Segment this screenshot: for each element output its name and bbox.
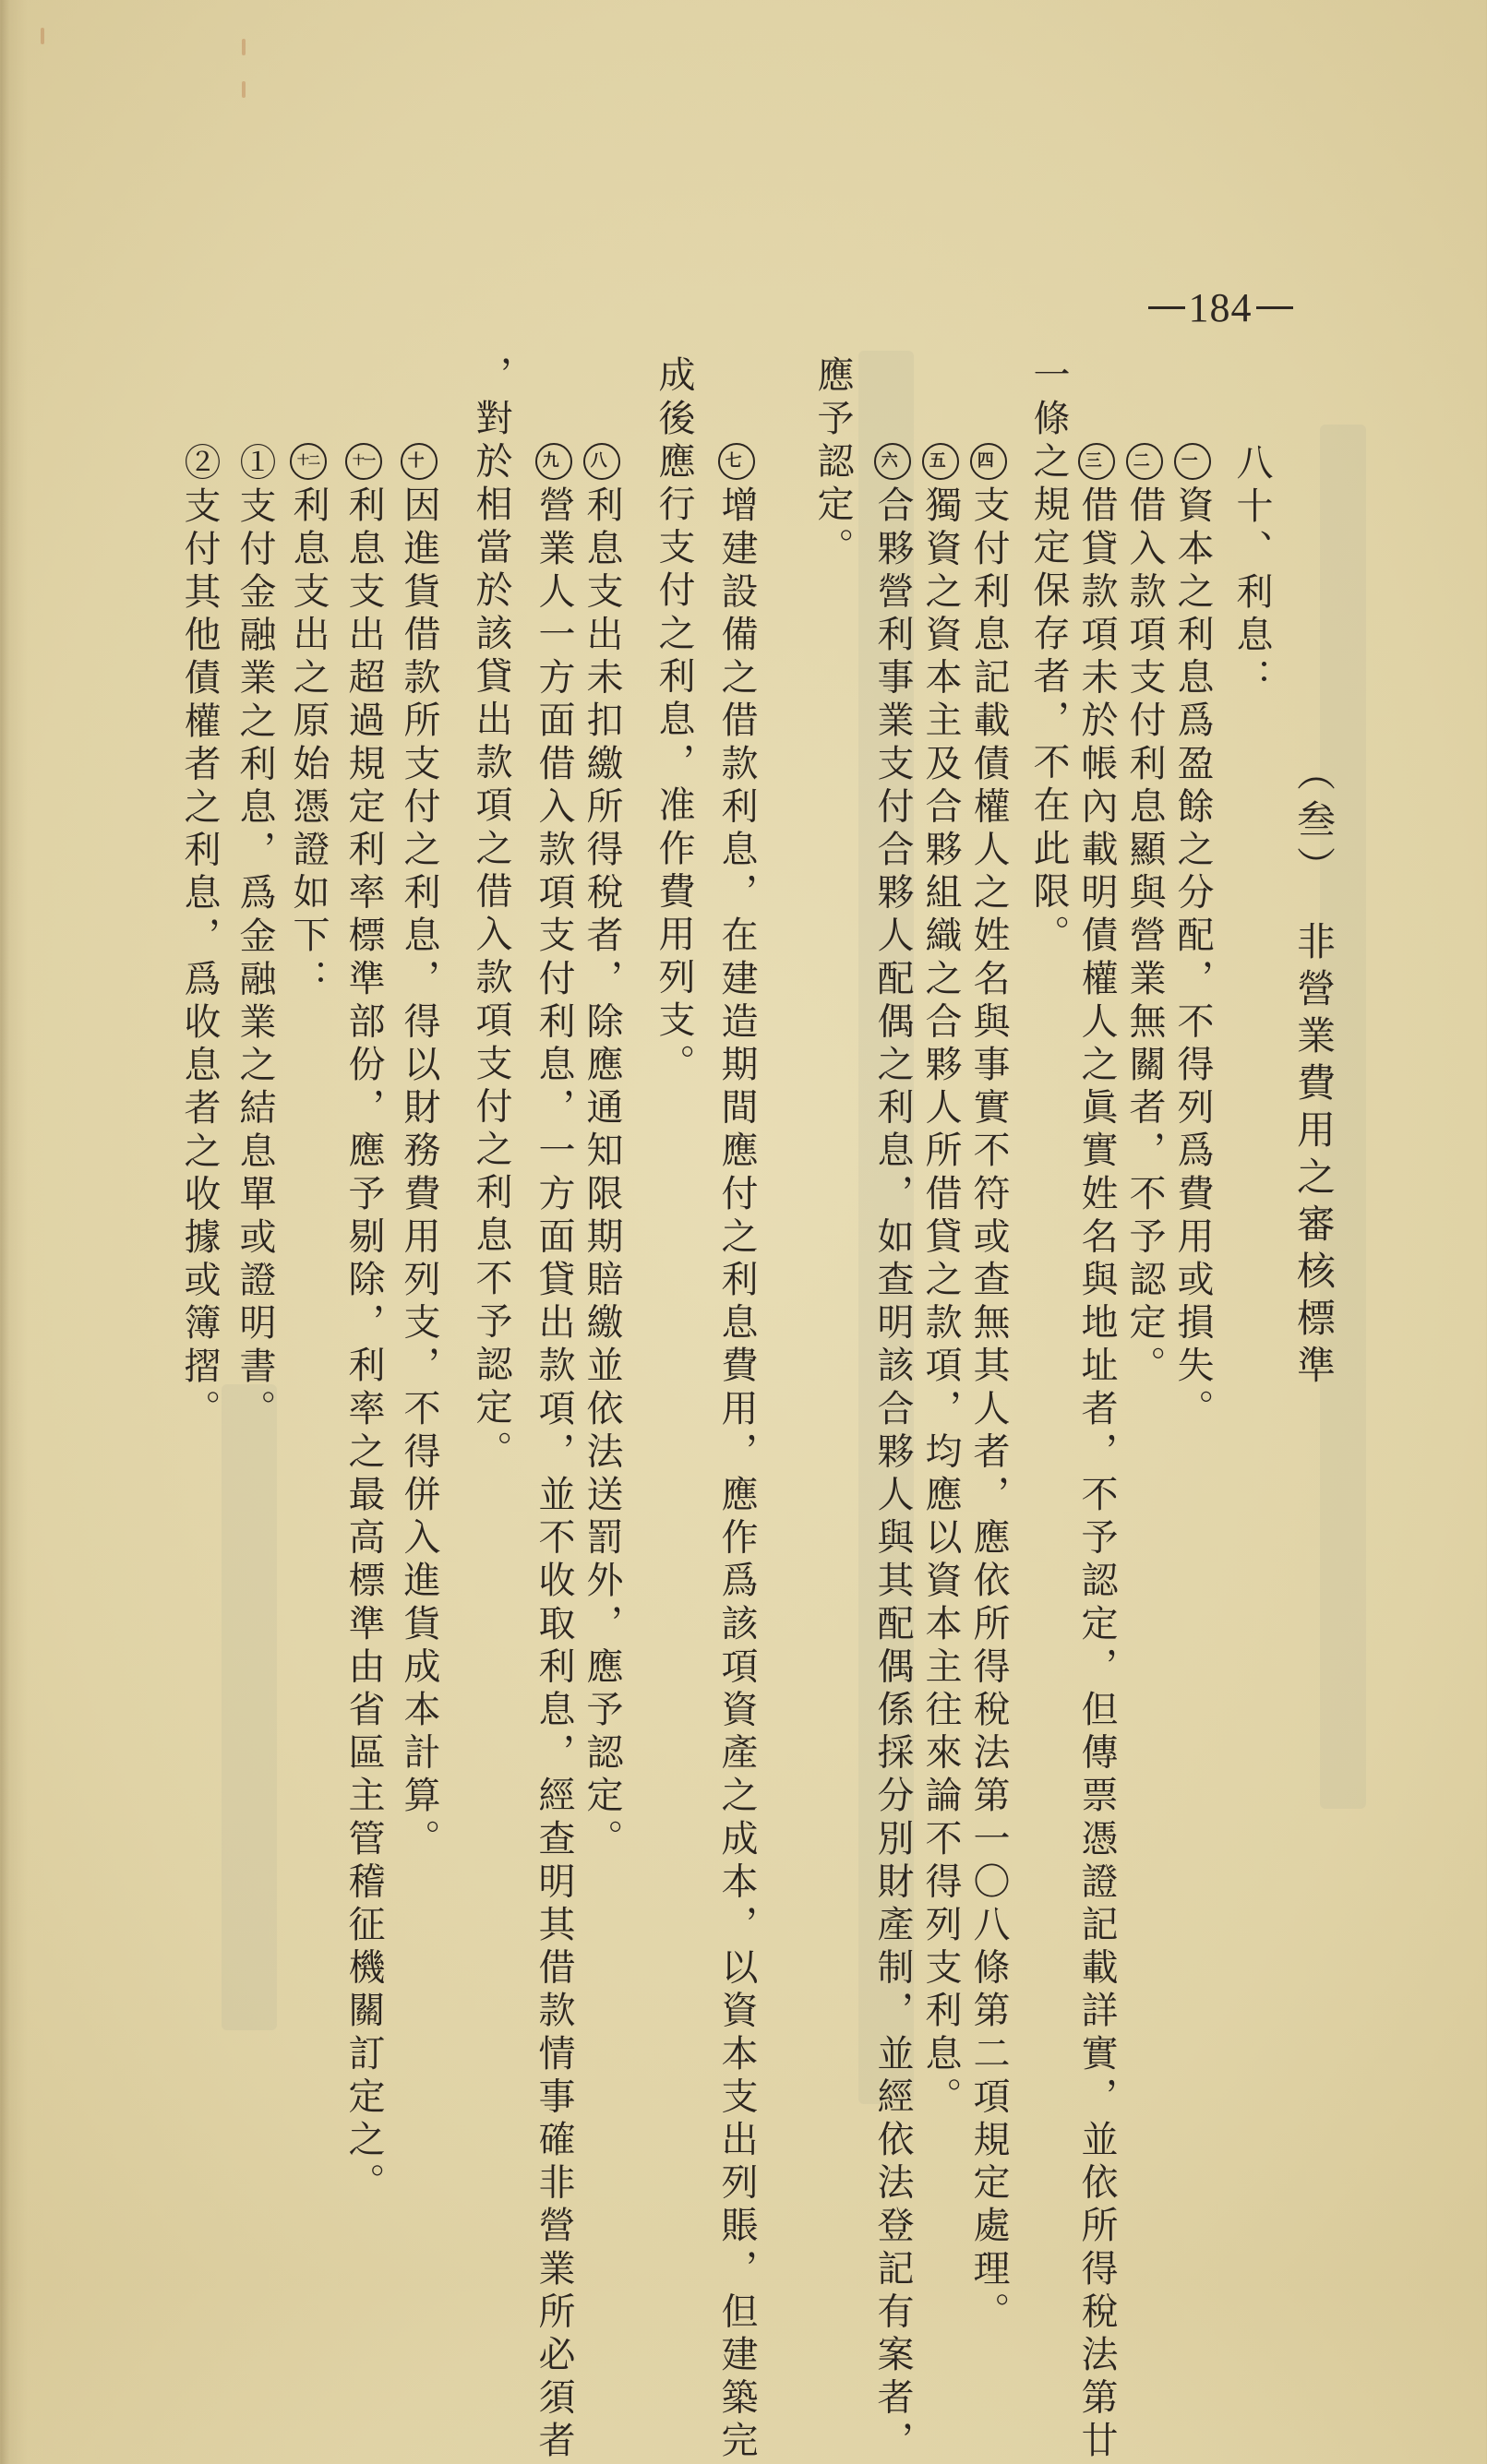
page-number: 184	[1137, 277, 1303, 332]
item-3-continuation: 一條之規定保存者，不在此限。	[1027, 355, 1070, 958]
paper-stain	[242, 39, 246, 55]
item-text: 資本之利息爲盈餘之分配，不得列爲費用或損失。	[1171, 485, 1214, 1432]
circled-number-marker: 九	[535, 443, 572, 480]
item-2	[1121, 443, 1169, 1389]
circled-number-marker: 七	[718, 443, 755, 480]
item-text: 借貸款項未於帳內載明債權人之眞實姓名與地址者，不予認定，但傳票憑證記載詳實，並依所得稅法第廿	[1075, 485, 1118, 2464]
circled-digit-marker: ①	[234, 443, 276, 486]
item-text: 支付其他債權者之利息，爲收息者之收據或簿摺。	[178, 485, 221, 1432]
circled-number-marker: 二	[1126, 443, 1163, 480]
item-text: 借入款項支付利息顯與營業無關者，不予認定。	[1123, 485, 1166, 1389]
paper-stain	[41, 28, 44, 44]
subitem-1	[231, 443, 279, 1432]
circled-number-marker: 六	[874, 443, 911, 480]
item-12	[284, 443, 332, 1001]
item-10	[395, 443, 443, 1861]
item-text: 支付金融業之利息，爲金融業之結息單或證明書。	[234, 485, 276, 1432]
circled-number-marker: 十一	[345, 443, 382, 480]
item-text: 因進貨借款所支付之利息，得以財務費用列支，不得併入進貨成本計算。	[398, 485, 440, 1862]
running-header: （叁） 非營業費用之審核標準	[1291, 752, 1337, 1392]
item-6-continuation: 應予認定。	[811, 355, 854, 570]
circled-number-marker: 五	[922, 443, 959, 480]
circled-number-marker: 十二	[290, 443, 327, 480]
item-text: 利息支出未扣繳所得稅者，除應通知限期賠繳並依法送罰外，應予認定。	[581, 485, 623, 1862]
circled-number-marker: 四	[970, 443, 1007, 480]
show-through-bleed	[222, 1384, 277, 2030]
item-7-continuation: 成後應行支付之利息，准作費用列支。	[653, 355, 695, 1087]
item-text: 獨資之資本主及合夥組織之合夥人所借貸之款項，均應以資本主往來論不得列支利息。	[919, 485, 962, 2120]
item-5	[917, 443, 965, 2120]
item-11	[340, 443, 388, 2206]
item-9	[530, 443, 578, 2464]
item-text: 利息支出超過規定利率標準部份，應予剔除，利率之最高標準由省區主管稽征機關訂定之。	[342, 485, 385, 2206]
circled-digit-marker: ②	[178, 443, 221, 486]
item-8	[578, 443, 626, 1861]
dash-left	[1148, 306, 1185, 309]
item-text: 利息支出之原始憑證如下：	[287, 485, 330, 1002]
item-3	[1073, 443, 1121, 2464]
item-1	[1169, 443, 1217, 1431]
circled-number-marker: 八	[583, 443, 620, 480]
paper-stain	[242, 81, 246, 98]
dash-right	[1256, 306, 1293, 309]
item-9-continuation: ，對於相當於該貸出款項之借入款項支付之利息不予認定。	[470, 355, 512, 1474]
circled-number-marker: 一	[1174, 443, 1211, 480]
item-text: 營業人一方面借入款項支付利息，一方面貸出款項，並不收取利息，經查明其借款情事確非營業所必須者	[533, 485, 575, 2464]
item-7	[713, 443, 761, 2464]
item-text: 合夥營利事業支付合夥人配偶之利息，如查明該合夥人與其配偶係採分別財產制，並經依法登記有案者，	[871, 485, 914, 2464]
item-text: 增建設備之借款利息，在建造期間應付之利息費用，應作爲該項資產之成本，以資本支出列賬，但建築完	[715, 485, 758, 2464]
item-4	[965, 443, 1013, 2335]
section-title: 八十、利息：	[1230, 443, 1273, 701]
item-6	[869, 443, 917, 2464]
circled-number-marker: 十	[401, 443, 438, 480]
item-text: 支付利息記載債權人之姓名與事實不符或查無其人者，應依所得稅法第一〇八條第二項規定處理。	[967, 485, 1010, 2335]
circled-number-marker: 三	[1078, 443, 1115, 480]
subitem-2	[175, 443, 223, 1432]
